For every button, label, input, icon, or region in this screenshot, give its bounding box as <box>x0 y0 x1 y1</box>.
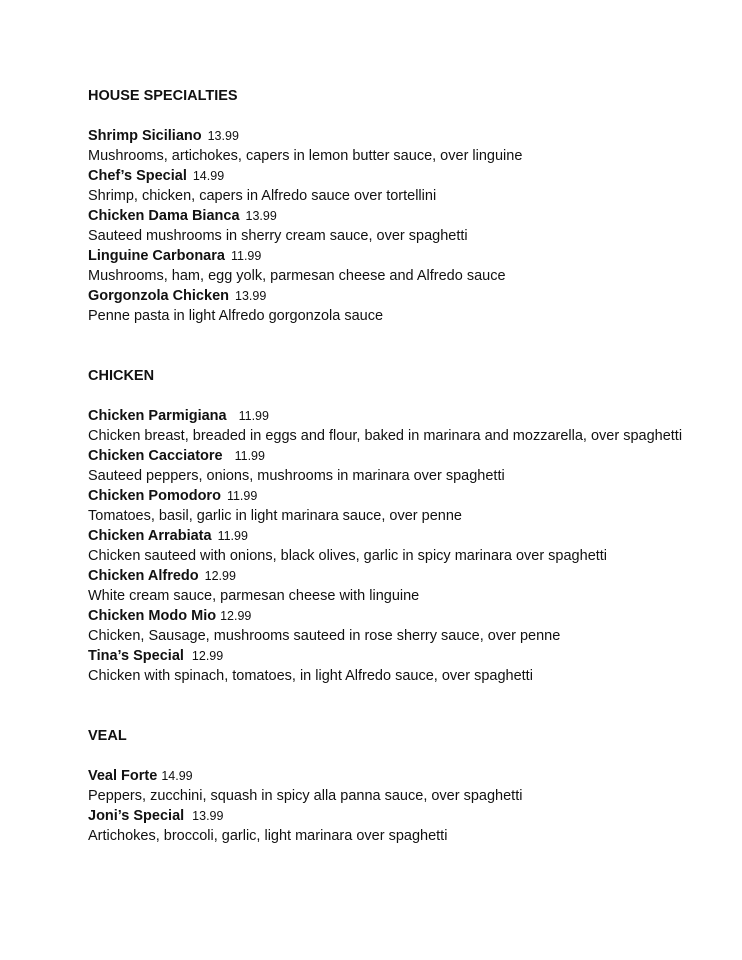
item-price: 13.99 <box>192 809 224 823</box>
menu-item <box>88 166 718 206</box>
item-name: Linguine Carbonara <box>88 248 225 264</box>
item-price: 12.99 <box>204 569 236 583</box>
item-description: Penne pasta in light Alfredo gorgonzola sauce <box>88 308 384 324</box>
menu-item <box>88 526 718 566</box>
item-description: Chicken sauteed with onions, black olives, garlic in spicy marinara over spaghetti <box>88 548 608 564</box>
menu-item <box>88 806 718 846</box>
section-title: CHICKEN <box>88 368 155 384</box>
menu-item <box>88 486 718 526</box>
item-name: Chicken Alfredo <box>88 568 199 584</box>
item-price: 11.99 <box>230 249 262 263</box>
item-name: Chef’s Special <box>88 168 187 184</box>
menu-item <box>88 206 718 246</box>
menu-item <box>88 646 718 686</box>
item-name: Chicken Pomodoro <box>88 488 221 504</box>
menu-page <box>88 86 718 846</box>
menu-item <box>88 566 718 606</box>
item-name: Shrimp Siciliano <box>88 128 202 144</box>
item-price: 13.99 <box>235 289 267 303</box>
item-price: 13.99 <box>207 129 239 143</box>
item-name: Chicken Modo Mio <box>88 608 217 624</box>
item-name: Joni’s Special <box>88 808 185 824</box>
item-name: Veal Forte <box>88 768 158 784</box>
menu-item <box>88 606 718 646</box>
item-description: Chicken breast, breaded in eggs and flour, baked in marinara and mozzarella, over spaghetti <box>88 428 683 444</box>
item-price: 11.99 <box>238 409 269 423</box>
menu-item <box>88 286 718 326</box>
item-description: Mushrooms, ham, egg yolk, parmesan cheese and Alfredo sauce <box>88 268 506 284</box>
item-name: Gorgonzola Chicken <box>88 288 229 304</box>
item-price: 12.99 <box>191 649 224 663</box>
menu-section-house-specialties <box>88 86 718 326</box>
menu-item <box>88 406 718 446</box>
item-name: Tina’s Special <box>88 648 184 664</box>
item-name: Chicken Parmigiana <box>88 408 227 424</box>
menu-item <box>88 246 718 286</box>
item-description: Tomatoes, basil, garlic in light marinara sauce, over penne <box>88 508 462 524</box>
item-price: 11.99 <box>226 489 258 503</box>
item-price: 13.99 <box>245 209 277 223</box>
item-price: 14.99 <box>161 769 193 783</box>
item-description: Peppers, zucchini, squash in spicy alla panna sauce, over spaghetti <box>88 788 523 804</box>
menu-section-chicken <box>88 366 718 686</box>
menu-item <box>88 446 718 486</box>
item-price: 11.99 <box>217 529 248 543</box>
item-description: Sauteed mushrooms in sherry cream sauce, over spaghetti <box>88 228 468 244</box>
item-description: Sauteed peppers, onions, mushrooms in marinara over spaghetti <box>88 468 505 484</box>
menu-section-veal <box>88 726 718 846</box>
item-price: 14.99 <box>192 169 225 183</box>
section-title: HOUSE SPECIALTIES <box>88 88 238 104</box>
item-name: Chicken Arrabiata <box>88 528 212 544</box>
menu-item <box>88 126 718 166</box>
item-description: Artichokes, broccoli, garlic, light marinara over spaghetti <box>88 828 448 844</box>
item-price: 11.99 <box>234 449 265 463</box>
item-description: Mushrooms, artichokes, capers in lemon butter sauce, over linguine <box>88 148 523 164</box>
item-name: Chicken Cacciatore <box>88 448 223 464</box>
menu-item <box>88 766 718 806</box>
item-price: 12.99 <box>220 609 252 623</box>
item-description: Chicken with spinach, tomatoes, in light Alfredo sauce, over spaghetti <box>88 668 533 684</box>
item-name: Chicken Dama Bianca <box>88 208 240 224</box>
item-description: White cream sauce, parmesan cheese with linguine <box>88 588 420 604</box>
item-description: Chicken, Sausage, mushrooms sauteed in rose sherry sauce, over penne <box>88 628 561 644</box>
section-title: VEAL <box>88 728 127 744</box>
item-description: Shrimp, chicken, capers in Alfredo sauce over tortellini <box>88 188 437 204</box>
